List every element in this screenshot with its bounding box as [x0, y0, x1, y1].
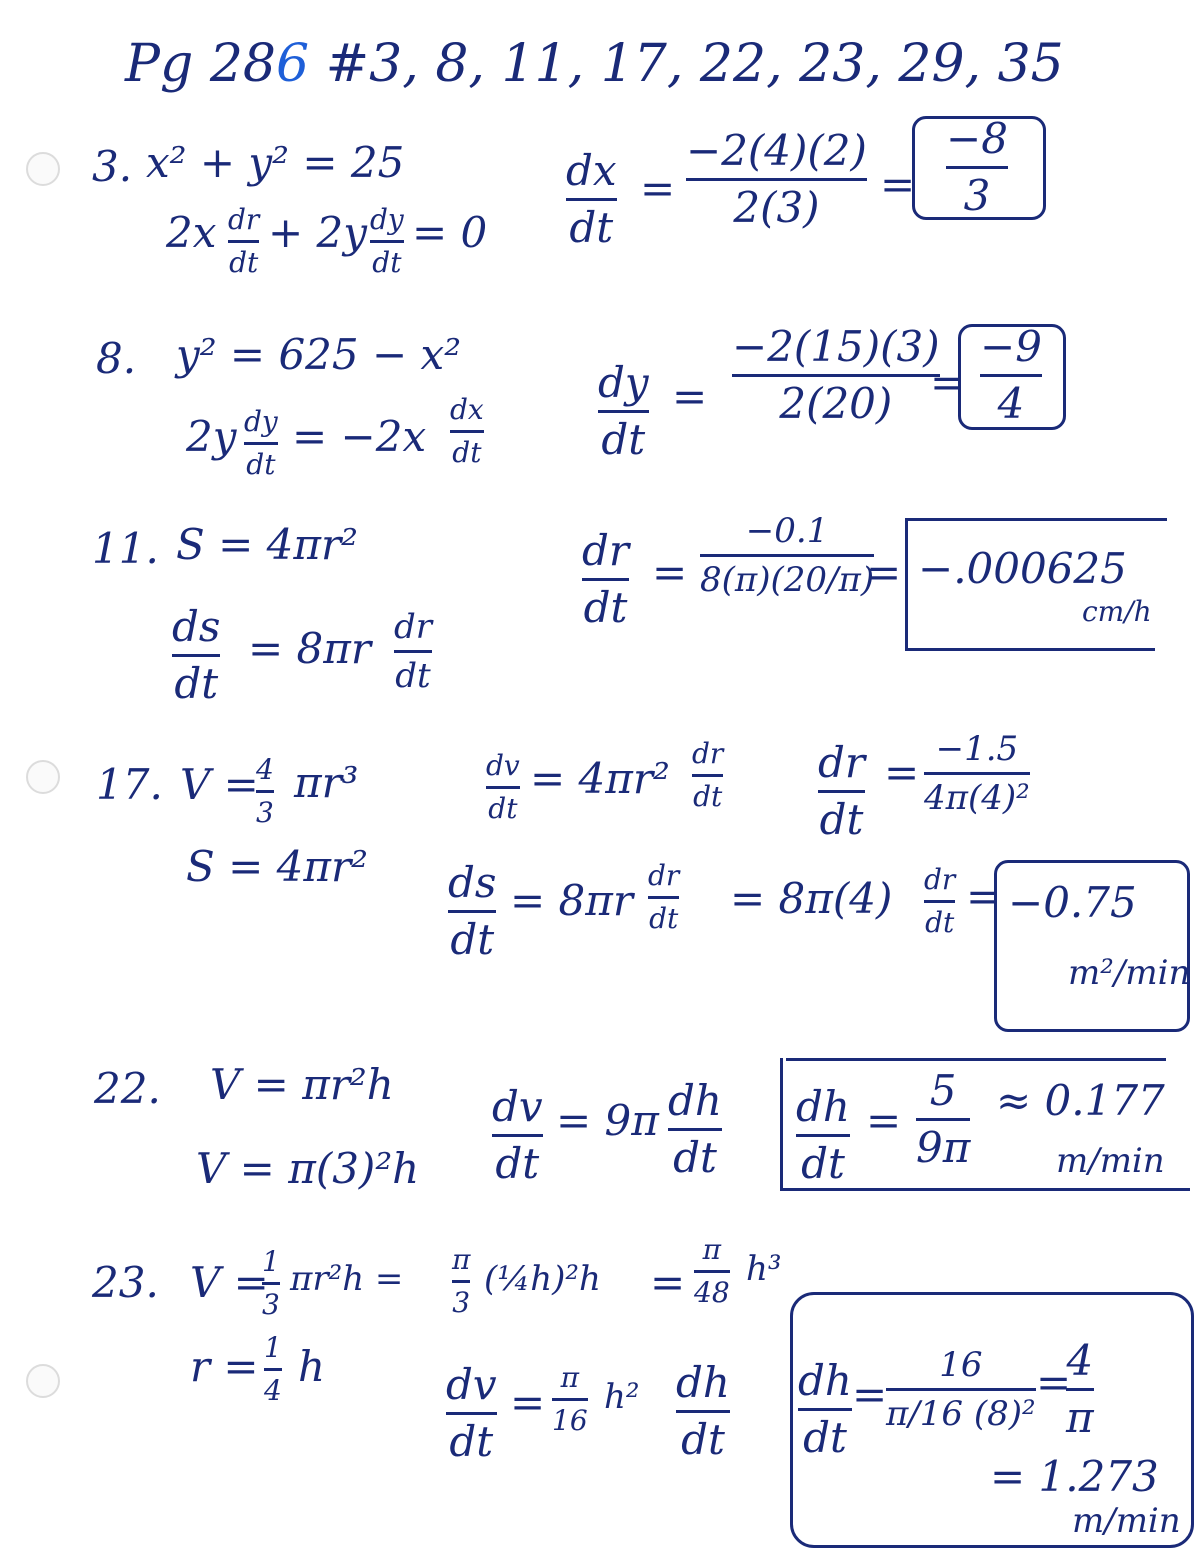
p17-ds-dr2-frac: dr dt: [924, 863, 956, 939]
p17-ds-dr-frac: dr dt: [648, 859, 680, 935]
p17-drdt-eq: =: [884, 748, 920, 797]
p23-eq2-a: r =: [190, 1342, 259, 1391]
p8-equals: =: [672, 372, 708, 421]
p23-frac-2: π 3: [452, 1243, 471, 1319]
p22-equation-1: V = πr²h: [210, 1060, 394, 1109]
binder-hole-3: [26, 1364, 60, 1398]
p3-number: 3.: [92, 142, 133, 191]
p17-eq2: S = 4πr²: [186, 842, 368, 891]
p22-answer-frac: 5 9π: [916, 1066, 971, 1172]
p17-ds-eq2: = 8π(4): [730, 874, 893, 923]
p11-lhs-frac: dr dt: [582, 526, 629, 632]
p17-answer: −0.75: [1008, 878, 1137, 927]
p11-answer-box-left: [905, 518, 908, 648]
p22-answer-box-bottom: [780, 1188, 1190, 1191]
p8-rhs-frac: −2(15)(3) 2(20): [732, 322, 940, 428]
p11-equation-1: S = 4πr²: [176, 520, 358, 569]
p17-ds-frac: ds dt: [448, 858, 497, 964]
p23-eq1-c: (¼h)²h: [484, 1259, 601, 1299]
p3-answer: −8 3: [946, 114, 1008, 220]
page-header: [125, 34, 1064, 94]
header-page-b: 6: [275, 34, 310, 94]
p22-dv-frac: dv dt: [492, 1082, 543, 1188]
p23-number: 23.: [92, 1258, 159, 1307]
p3-eq2-frac-2: dy dt: [370, 203, 404, 279]
p11-answer-box-bottom: [905, 648, 1155, 651]
p22-dh-frac: dh dt: [668, 1076, 722, 1182]
p23-dv-h: h²: [604, 1377, 640, 1417]
p11-equals-2: =: [866, 548, 902, 597]
p23-result-frac: 4 π: [1066, 1336, 1094, 1442]
p11-answer-box-top: [905, 518, 1167, 521]
p23-result-unit: m/min: [1072, 1501, 1181, 1541]
p23-eq1-e: h³: [746, 1249, 782, 1289]
p23-frac-5: π 16: [552, 1361, 588, 1437]
p22-number: 22.: [94, 1064, 161, 1113]
p8-eq2-frac-1: dy dt: [244, 405, 278, 481]
p11-dr-frac: dr dt: [394, 607, 433, 696]
p23-dh-frac: dh dt: [676, 1358, 730, 1464]
p11-ds-frac: ds dt: [172, 602, 221, 708]
p23-answer-eq: =: [852, 1370, 888, 1419]
p17-ds-eq3: =: [966, 872, 1002, 921]
p23-frac-1: 1 3: [262, 1245, 280, 1321]
p11-answer: −.000625: [918, 544, 1127, 593]
p17-eq1-b: πr³: [294, 758, 359, 807]
p17-eq1-a: V =: [180, 760, 259, 809]
p17-ds-eq: = 8πr: [510, 876, 633, 925]
p17-answer-unit: m²/min: [1068, 953, 1191, 993]
p23-frac-4: 1 4: [264, 1331, 282, 1407]
p17-dv-eq: = 4πr²: [530, 754, 670, 803]
p8-eq2-a: 2y: [186, 412, 237, 461]
p3-eq2-g: = 0: [412, 208, 488, 257]
p22-answer-unit: m/min: [1056, 1141, 1165, 1181]
p23-dv-eq: =: [510, 1378, 546, 1427]
p23-eq1-d: =: [650, 1258, 686, 1307]
p23-answer-lhs: dh dt: [798, 1356, 852, 1462]
p17-dv-dr-frac: dr dt: [692, 737, 724, 813]
p23-dv-frac: dv dt: [446, 1360, 497, 1466]
p3-equals: =: [640, 164, 676, 213]
binder-hole-1: [26, 152, 60, 186]
p3-equation-1: x² + y² = 25: [146, 138, 405, 187]
p22-dv-eq: = 9π: [556, 1096, 659, 1145]
p8-eq2-d: = −2x: [292, 412, 427, 461]
p8-equals-2: =: [930, 358, 966, 407]
p3-eq2-a: 2x: [166, 208, 217, 257]
p22-answer-approx: ≈ 0.177: [996, 1076, 1165, 1125]
p17-eq1-frac: 4 3: [256, 753, 274, 829]
p22-answer-box-top: [786, 1058, 1166, 1061]
header-page-a: 28: [209, 34, 276, 94]
p17-dv-frac: dv dt: [486, 749, 520, 825]
p11-answer-unit: cm/h: [1082, 595, 1152, 628]
p23-eq1-a: V =: [190, 1258, 269, 1307]
p8-number: 8.: [96, 334, 137, 383]
p22-equation-2: V = π(3)²h: [196, 1144, 420, 1193]
p11-equals: =: [652, 548, 688, 597]
p3-eq2-frac-1: dr dt: [228, 203, 260, 279]
p23-eq1-b: πr²h =: [290, 1259, 404, 1299]
p11-rhs-frac: −0.1 8(π)(20/π): [700, 511, 875, 600]
header-prefix: Pg: [125, 34, 194, 94]
p23-answer-eq-b: =: [1036, 1358, 1072, 1407]
binder-hole-2: [26, 760, 60, 794]
p17-drdt-frac: dr dt: [818, 738, 865, 844]
p23-result-decimal: = 1.273: [990, 1452, 1159, 1501]
p23-eq2-b: h: [298, 1342, 326, 1391]
p8-eq2-frac-2: dx dt: [450, 393, 484, 469]
p8-equation-1: y² = 625 − x²: [176, 330, 462, 379]
p22-answer-eq: =: [866, 1096, 902, 1145]
p3-rhs-frac: −2(4)(2) 2(3): [686, 126, 867, 232]
p22-answer-box-left: [780, 1058, 783, 1188]
p11-eq2: = 8πr: [248, 624, 371, 673]
p17-number: 17.: [96, 760, 163, 809]
p3-lhs-frac: dx dt: [566, 146, 617, 252]
p22-answer-lhs: dh dt: [796, 1082, 850, 1188]
header-problem-list: #3, 8, 11, 17, 22, 23, 29, 35: [325, 34, 1064, 94]
p8-answer: −9 4: [980, 322, 1042, 428]
p8-lhs-frac: dy dt: [598, 358, 649, 464]
p11-number: 11.: [92, 524, 159, 573]
p17-drdt-rhs: −1.5 4π(4)²: [924, 729, 1030, 818]
p3-equals-2: =: [880, 160, 916, 209]
p3-eq2-d: + 2y: [268, 208, 367, 257]
p23-frac-3: π 48: [694, 1233, 730, 1309]
p23-answer-frac: 16 π/16 (8)²: [886, 1345, 1036, 1434]
